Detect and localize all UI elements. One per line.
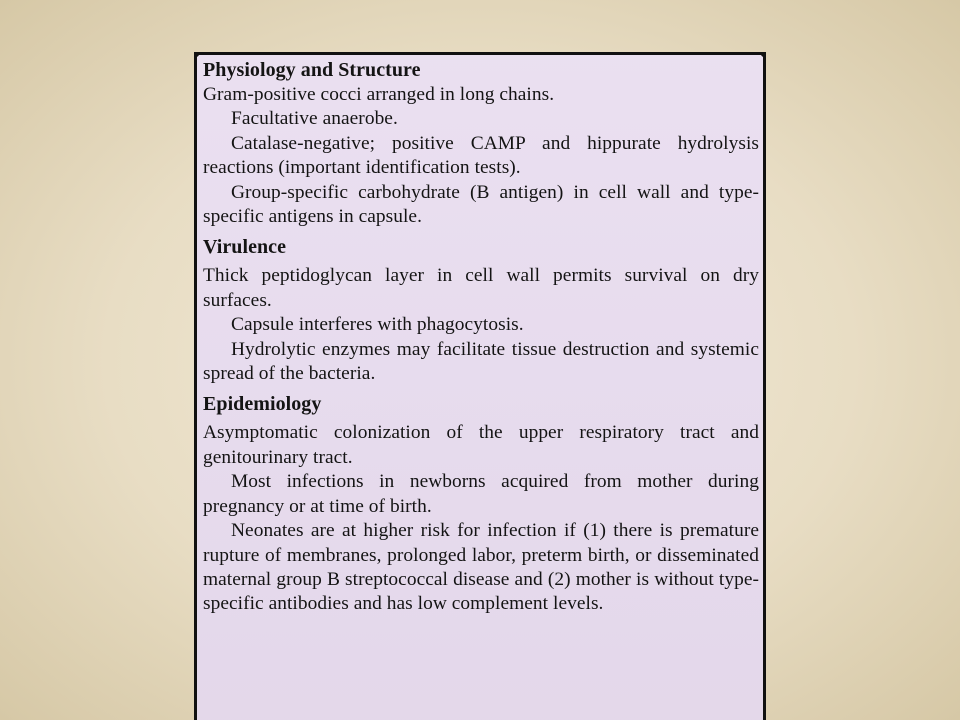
document-content	[203, 58, 759, 617]
panel-corner-top-left	[194, 52, 199, 57]
heading-physiology-structure: Physiology and Structure	[203, 59, 421, 81]
paragraph-epidemiology-3: Neonates are at higher risk for infection if (1) there is premature rupture of membranes, prolonged labor, preterm birth, or disseminated maternal group B streptococcal disease and (2) mother is without type-specific antibodies and has low complement levels.	[203, 520, 759, 615]
heading-epidemiology: Epidemiology	[203, 393, 322, 416]
paragraph-virulence-2: Capsule interferes with phagocytosis.	[231, 314, 524, 336]
heading-virulence: Virulence	[203, 236, 287, 259]
paragraph-epidemiology-2: Most infections in newborns acquired from mother during pregnancy or at time of birth.	[203, 471, 759, 517]
panel-corner-top-right	[761, 52, 766, 57]
paragraph-physiology-4: Group-specific carbohydrate (B antigen) in cell wall and type-specific antigens in capsule.	[203, 181, 759, 228]
paragraph-epidemiology-1: Asymptomatic colonization of the upper respiratory tract and genitourinary tract.	[203, 422, 759, 468]
paragraph-virulence-3: Hydrolytic enzymes may facilitate tissue destruction and systemic spread of the bacteria.	[203, 338, 759, 385]
paragraph-physiology-2: Facultative anaerobe.	[231, 108, 398, 130]
scanned-text-panel	[194, 52, 766, 720]
paragraph-physiology-3: Catalase-negative; positive CAMP and hippurate hydrolysis reactions (important identification tests).	[203, 132, 759, 179]
paragraph-virulence-1: Thick peptidoglycan layer in cell wall permits survival on dry surfaces.	[203, 265, 759, 311]
paragraph-physiology-1: Gram-positive cocci arranged in long chains.	[203, 84, 555, 105]
